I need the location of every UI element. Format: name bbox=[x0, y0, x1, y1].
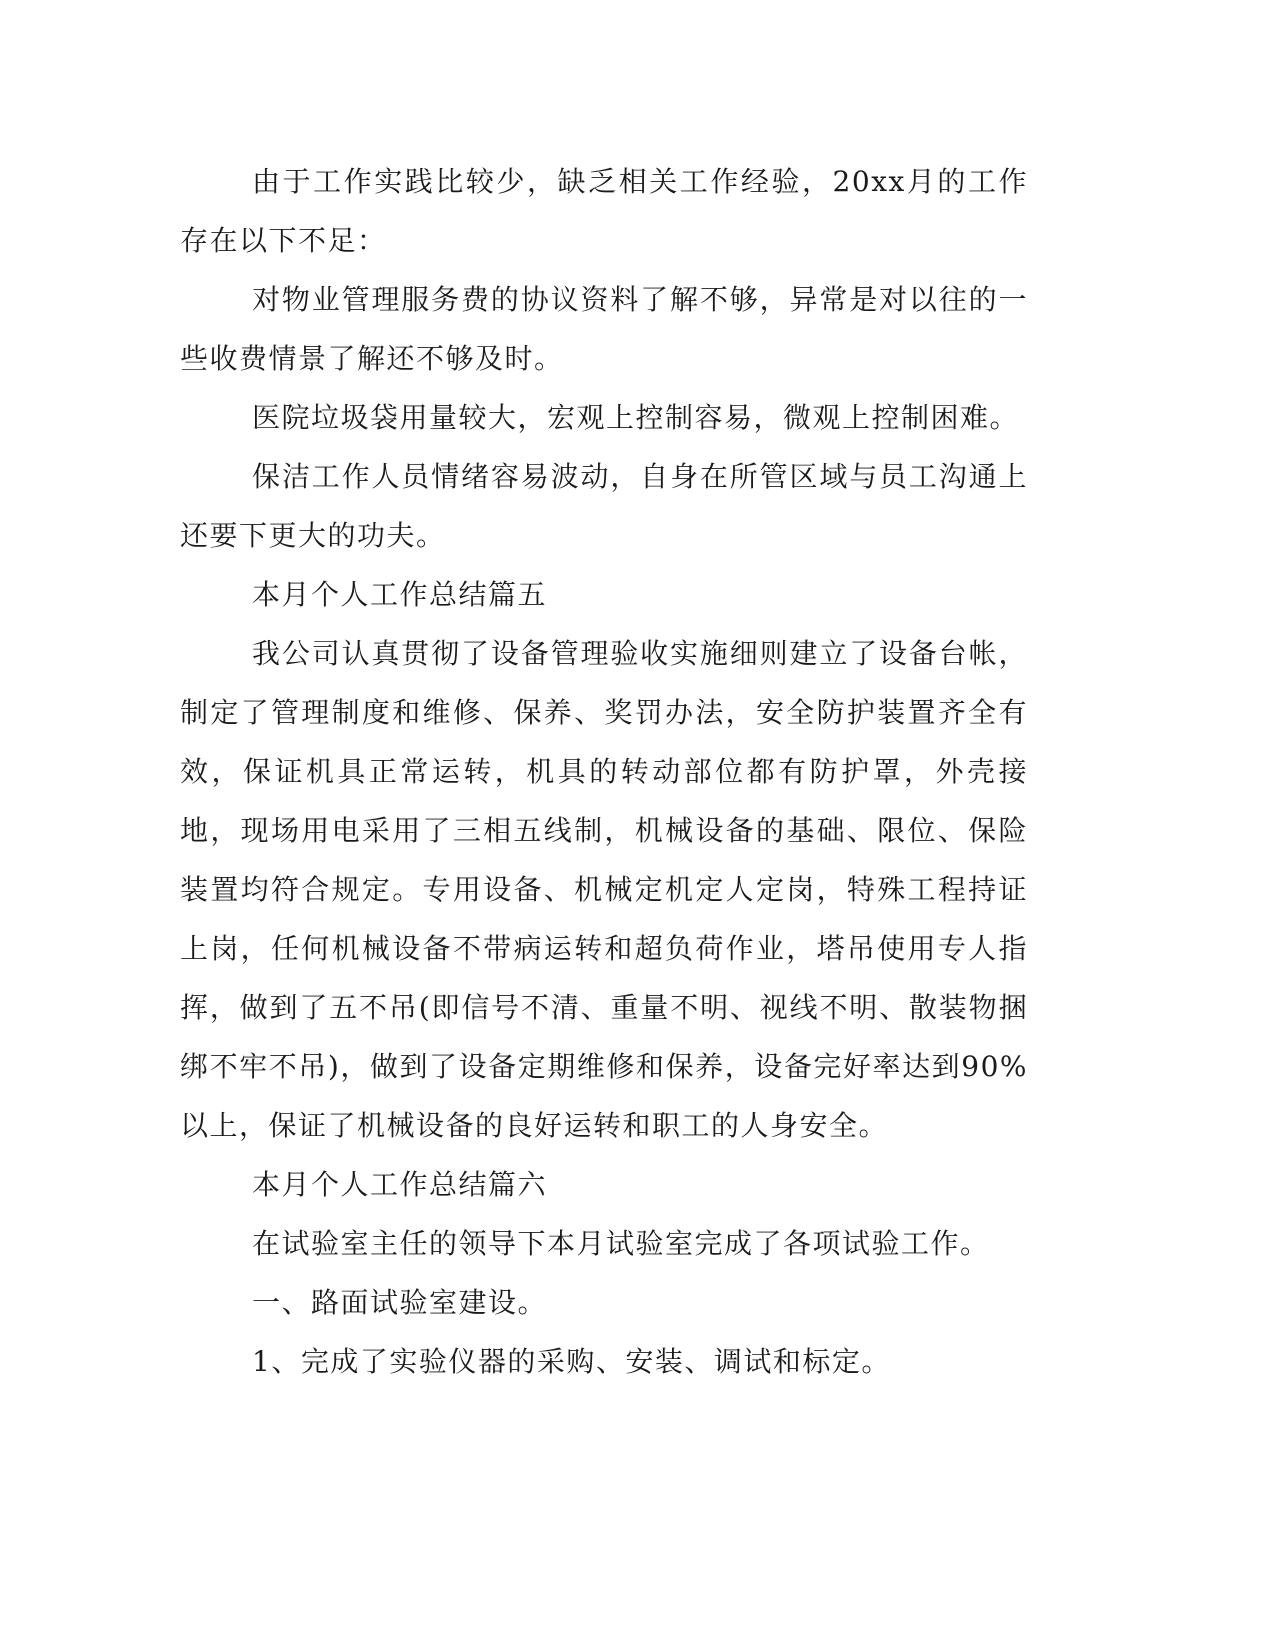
list-heading-road-lab: 一、路面试验室建设。 bbox=[252, 1286, 548, 1319]
paragraph-shortcomings-intro: 由于工作实践比较少，缺乏相关工作经验，20xx月的工作存在以下不足： bbox=[180, 165, 1028, 257]
paragraph-garbage-bags: 医院垃圾袋用量较大，宏观上控制容易，微观上控制困难。 bbox=[252, 401, 1020, 434]
document-body bbox=[180, 152, 1028, 1391]
paragraph-equipment-management: 我公司认真贯彻了设备管理验收实施细则建立了设备台帐，制定了管理制度和维修、保养、奖罚办法，安全防护装置齐全有效，保证机具正常运转，机具的转动部位都有防护罩，外壳接地，现场用电采用了三相五线制，机械设备的基础、限位、保险装置均符合规定。专用设备、机械定机定人定岗，特殊工程持证上岗，任何机械设备不带病运转和超负荷作业，塔吊使用专人指挥，做到了五不吊(即信号不清、重量不明、视线不明、散装物捆绑不牢不吊)，做到了设备定期维修和保养，设备完好率达到90%以上，保证了机械设备的良好运转和职工的人身安全。 bbox=[180, 637, 1028, 1142]
section-heading-part-five: 本月个人工作总结篇五 bbox=[252, 578, 548, 611]
paragraph-property-fee: 对物业管理服务费的协议资料了解不够，异常是对以往的一些收费情景了解还不够及时。 bbox=[180, 283, 1028, 375]
section-heading-part-six: 本月个人工作总结篇六 bbox=[252, 1168, 548, 1201]
list-item-instruments: 1、完成了实验仪器的采购、安装、调试和标定。 bbox=[252, 1345, 891, 1378]
paragraph-lab-summary: 在试验室主任的领导下本月试验室完成了各项试验工作。 bbox=[252, 1227, 990, 1260]
paragraph-cleaning-staff: 保洁工作人员情绪容易波动，自身在所管区域与员工沟通上还要下更大的功夫。 bbox=[180, 460, 1028, 552]
